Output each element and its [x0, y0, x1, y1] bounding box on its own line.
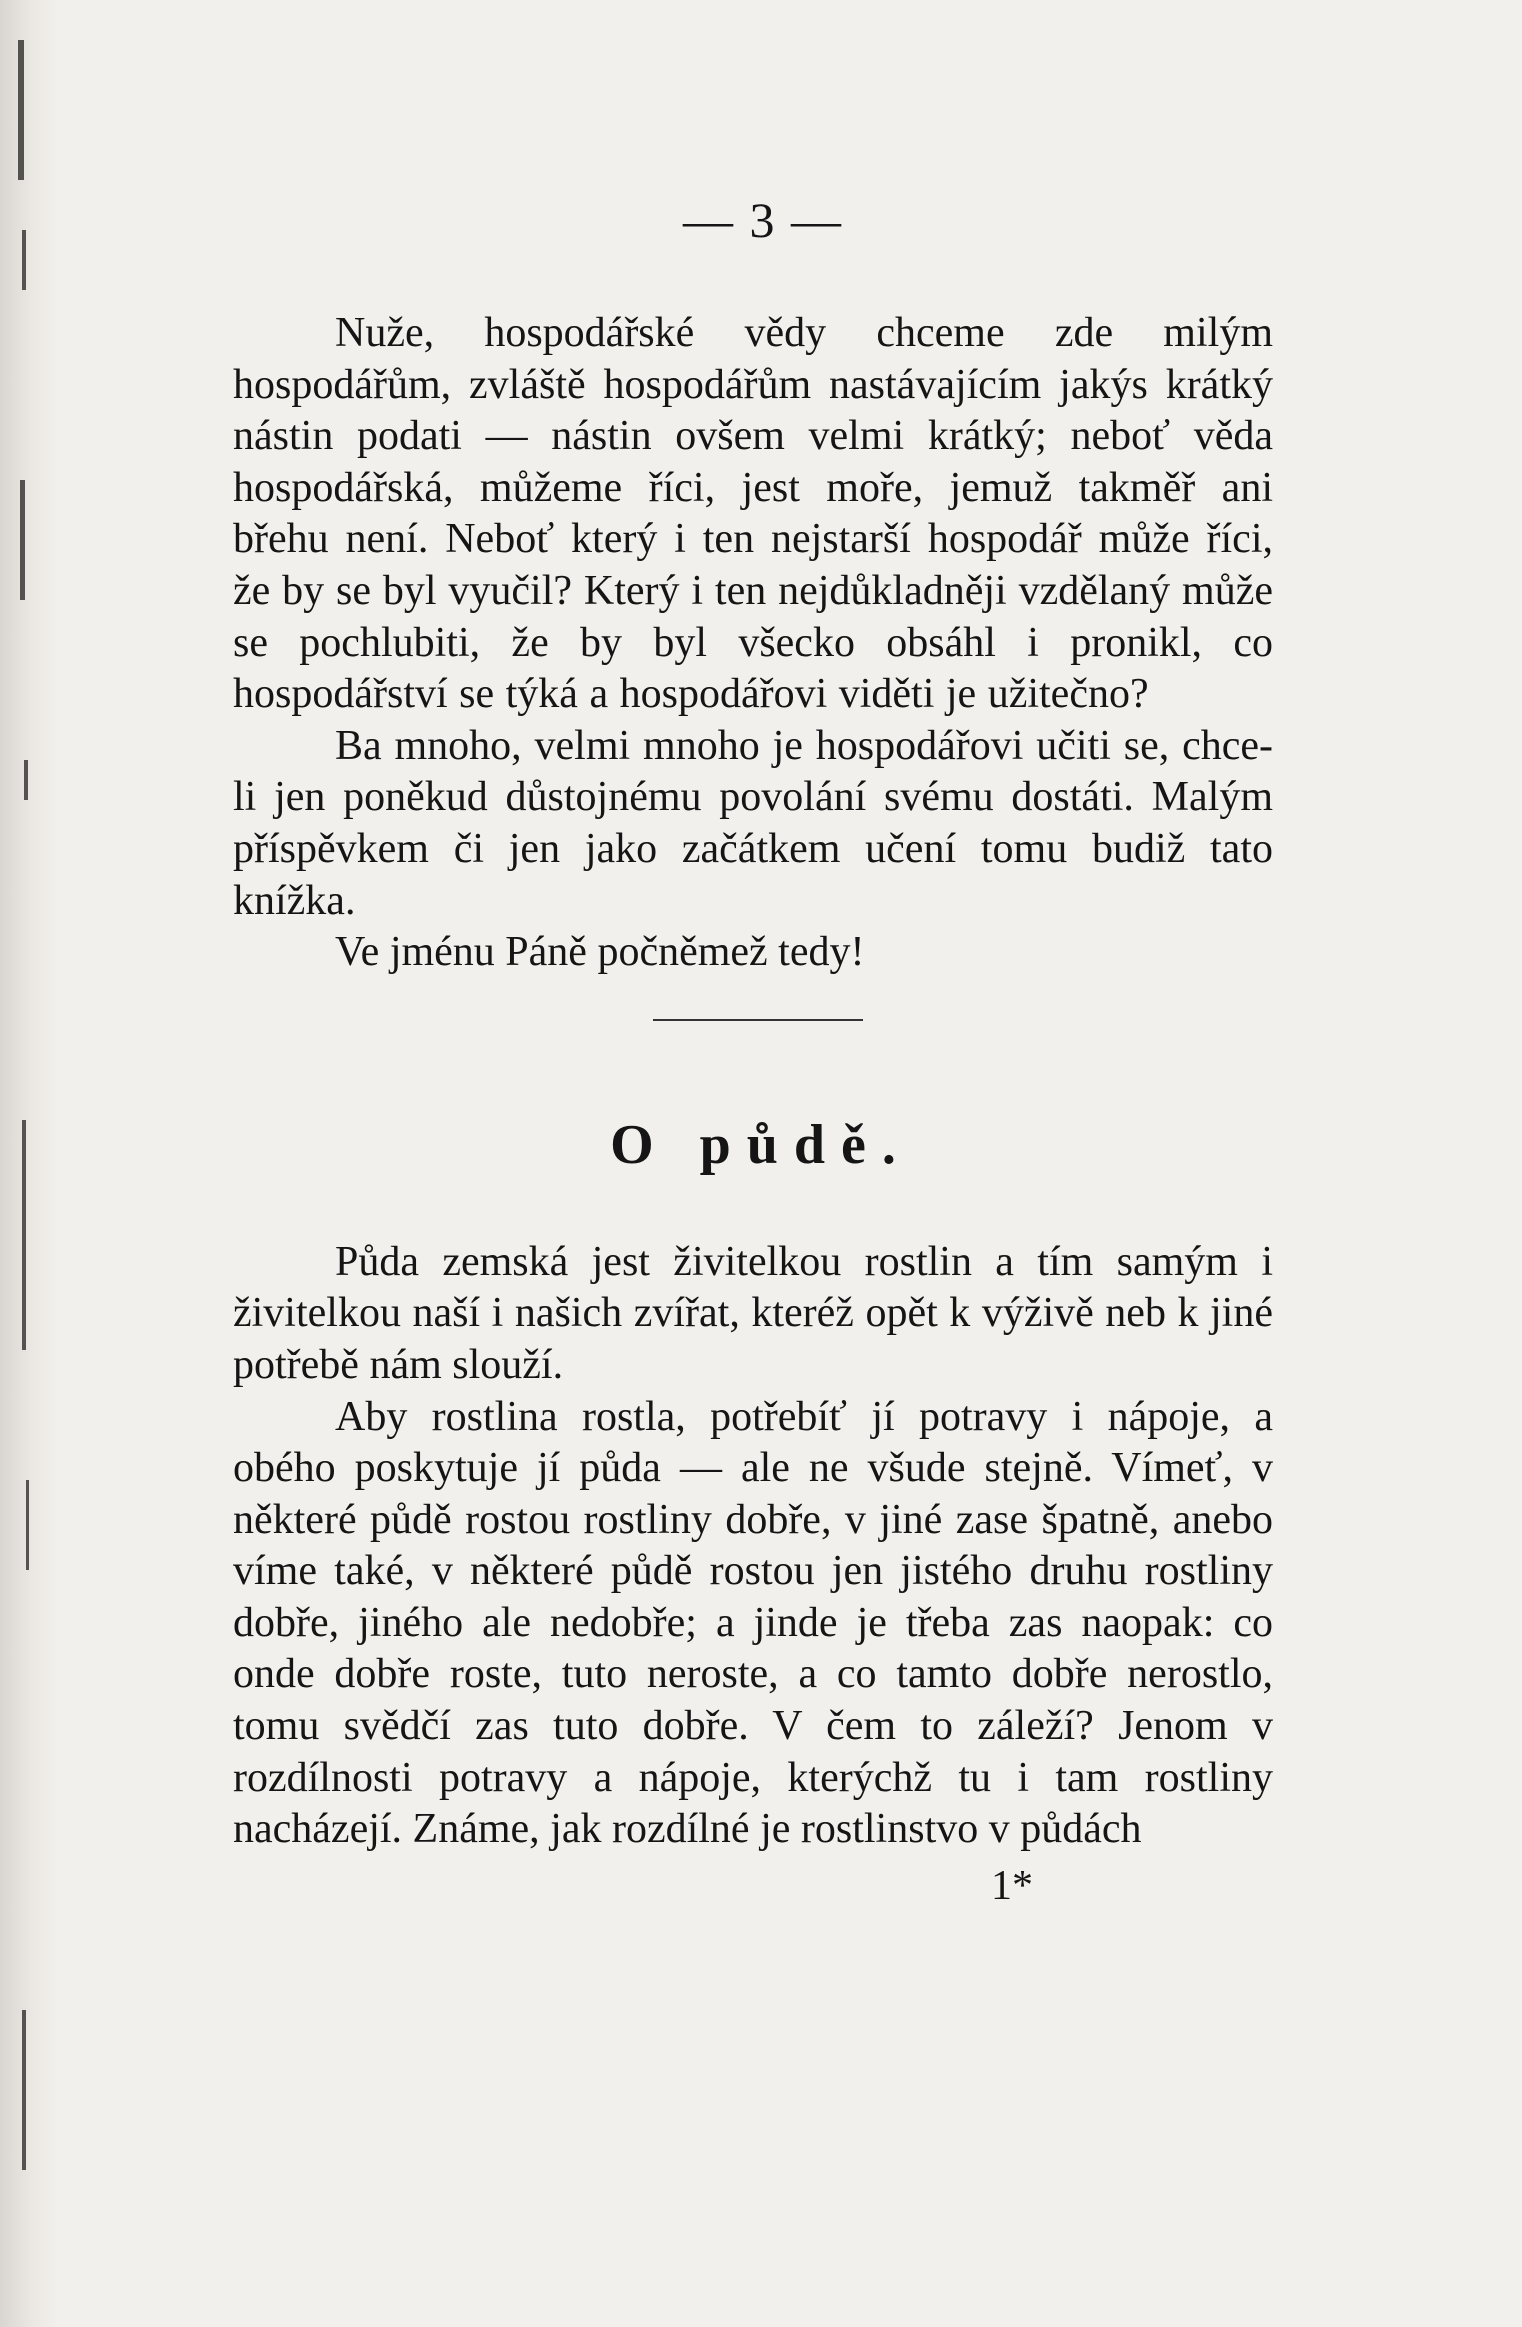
section-body — [233, 1237, 1273, 1856]
intro-paragraph: Ba mnoho, velmi mnoho je hospodářovi učiti se, chce-li jen poněkud důstojnému povolání svému dostáti. Malým příspěvkem či jen jako začátkem učení tomu budiž tato knížka. — [233, 722, 1273, 924]
binding-edge — [0, 0, 58, 2327]
binding-stain — [20, 480, 25, 600]
section-heading: O půdě. — [610, 1113, 912, 1176]
binding-stain — [26, 1480, 29, 1570]
body-paragraph: Půda zemská jest živitelkou rostlin a tím samým i živitelkou naší i našich zvířat, kteréž opět k výživě neb k jiné potřebě nám slouží. — [233, 1238, 1273, 1388]
intro-closing-line: Ve jménu Páně počněmež tedy! — [335, 929, 865, 976]
binding-stain — [18, 40, 24, 180]
introduction — [233, 308, 1273, 979]
signature-mark: 1* — [991, 1862, 1033, 1909]
binding-stain — [24, 760, 28, 800]
section-divider — [653, 1019, 863, 1021]
intro-paragraph: Nuže, hospodářské vědy chceme zde milým hospodářům, zvláště hospodářům nastávajícím jakýs krátký nástin podati — nástin ovšem velmi krátký; neboť věda hospodářská, můžeme říci, jest moře, jemuž takměř ani břehu není. Neboť který i ten nejstarší hospodář může říci, že by se byl vyučil? Který i ten nejdůkladněji vzdělaný může se pochlubiti, že by byl všecko obsáhl i pronikl, co hospodářství se týká a hospodářovi viděti je užitečno? — [233, 310, 1273, 718]
binding-stain — [22, 1120, 26, 1350]
book-page — [233, 190, 1273, 1912]
page-number: — 3 — — [683, 192, 843, 248]
binding-stain — [22, 230, 26, 290]
binding-stain — [22, 2010, 26, 2170]
body-paragraph: Aby rostlina rostla, potřebíť jí potravy i nápoje, a obého poskytuje jí půda — ale ne všude stejně. Vímeť, v některé půdě rostou rostliny dobře, v jiné zase špatně, anebo víme také, v některé půdě rostou jen jistého druhu rostliny dobře, jiného ale nedobře; a jinde je třeba zas naopak: co onde dobře roste, tuto neroste, a co tamto dobře nerostlo, tomu svědčí zas tuto dobře. V čem to záleží? Jenom v rozdílnosti potravy a nápoje, kterýchž tu i tam rostliny nacházejí. Známe, jak rozdílné je rostlinstvo v půdách — [233, 1393, 1273, 1853]
